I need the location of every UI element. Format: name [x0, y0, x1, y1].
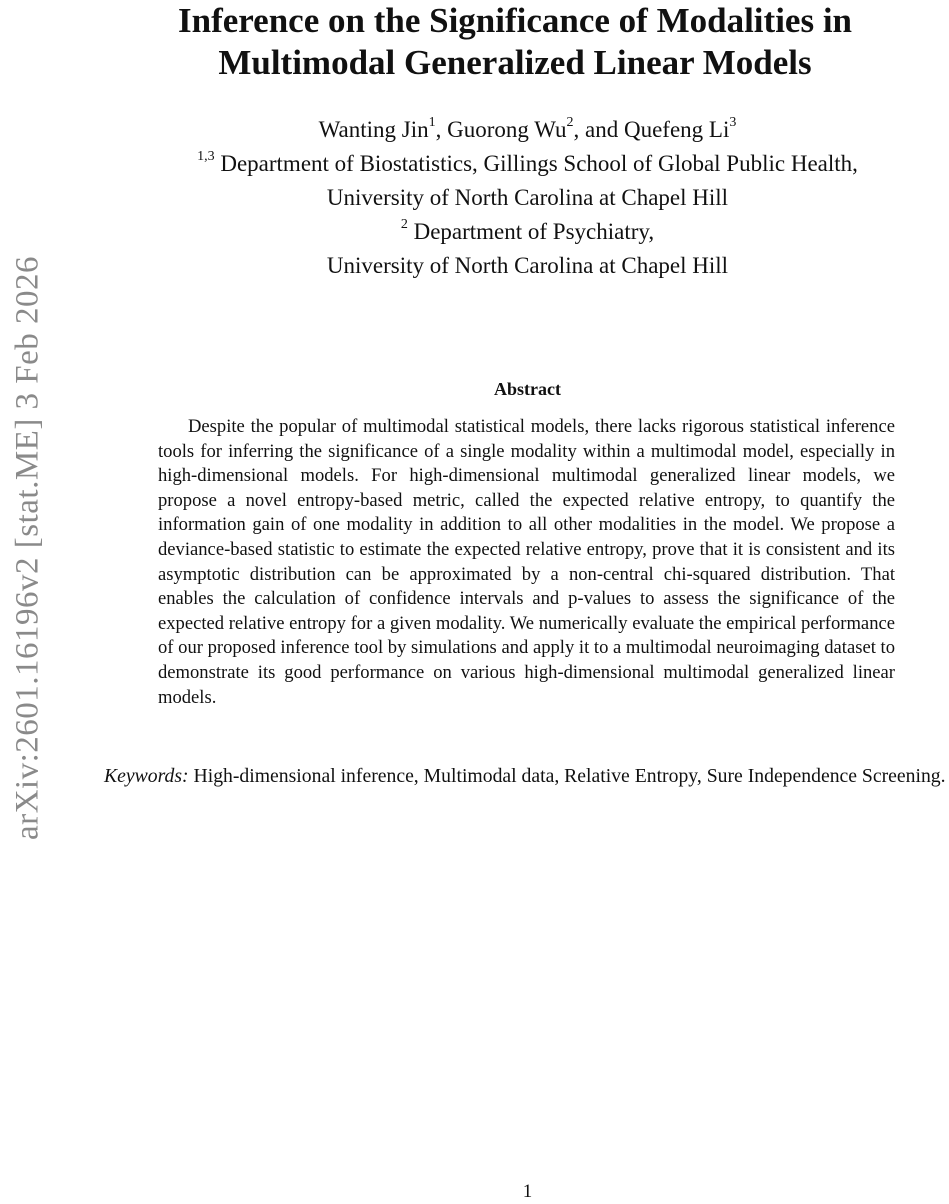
abstract-heading: Abstract [494, 379, 561, 399]
author-conjunction: , and [573, 117, 624, 142]
page-number: 1 [522, 1181, 533, 1202]
author-names [100, 113, 949, 147]
keywords-label: Keywords: [104, 765, 189, 787]
keywords-text: High-dimensional inference, Multimodal data, Relative Entropy, Sure Independence Screening. [188, 765, 946, 787]
affiliation-1-department: Department of Biostatistics, Gillings School of Global Public Health, [214, 151, 858, 176]
paper-title [100, 0, 930, 84]
author-2-affiliation-mark: 2 [566, 115, 574, 131]
affiliation-2-department: Department of Psychiatry, [407, 219, 655, 244]
author-1-affiliation-mark: 1 [428, 115, 436, 131]
arxiv-side-stamp [6, 0, 56, 1200]
arxiv-identifier: arXiv:2601.16196v2 [stat.ME] 3 Feb 2026 [9, 255, 46, 841]
title-line-2: Multimodal Generalized Linear Models [218, 43, 812, 82]
title-line-1: Inference on the Significance of Modalities in [177, 1, 853, 40]
author-block [100, 113, 949, 283]
author-2-name: Guorong Wu [447, 117, 567, 142]
author-1-name: Wanting Jin [318, 117, 429, 142]
keywords-section [104, 763, 947, 789]
affiliation-1-line-1 [100, 147, 949, 181]
abstract-body: Despite the popular of multimodal statistical models, there lacks rigorous statistical inference tools for inferring the significance of a single modality within a multimodal model, especially in high-dimensional models. For high-dimensional multimodal generalized linear models, we propose a novel entropy-based metric, called the expected relative entropy, to quantify the information gain of one modality in addition to all other modalities in the model. We propose a deviance-based statistic to estimate the expected relative entropy, prove that it is consistent and its asymptotic distribution can be approximated by a non-central chi-squared distribution. That enables the calculation of confidence intervals and p-values to assess the significance of the expected relative entropy for a given modality. We numerically evaluate the empirical performance of our proposed inference tool by simulations and apply it to a multimodal neuroimaging dataset to demonstrate its good performance on various high-dimensional multimodal generalized linear models. [158, 416, 895, 708]
author-3-name: Quefeng Li [623, 117, 730, 142]
affiliation-2-mark: 2 [400, 217, 408, 233]
affiliation-2-university: University of North Carolina at Chapel Hill [326, 253, 729, 278]
affiliation-1-university: University of North Carolina at Chapel Hill [326, 185, 729, 210]
author-3-affiliation-mark: 3 [729, 115, 737, 131]
affiliation-2-line-1 [100, 215, 949, 249]
author-separator: , [435, 117, 448, 142]
affiliation-1-marks: 1,3 [197, 149, 215, 165]
